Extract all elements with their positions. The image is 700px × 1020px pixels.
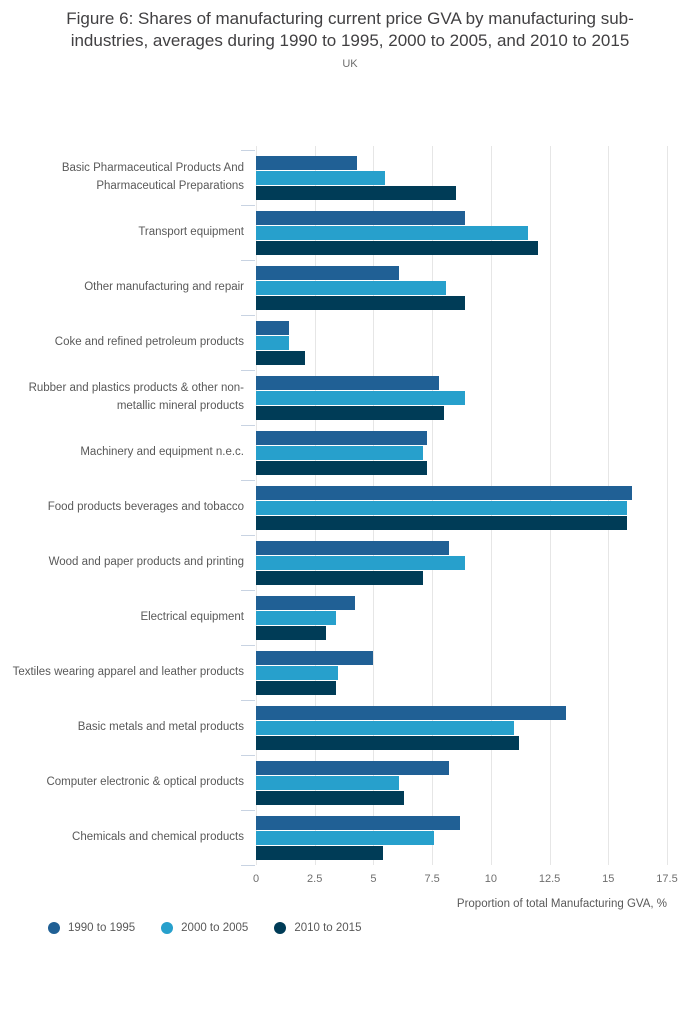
y-tick (241, 480, 255, 481)
bar-1990-to-1995[interactable] (256, 431, 427, 445)
legend-marker-icon (161, 922, 173, 934)
category-label-text: Basic Pharmaceutical Products And Pharmaceutical Preparations (61, 162, 244, 192)
bar-1990-to-1995[interactable] (256, 651, 373, 665)
bar-2010-to-2015[interactable] (256, 406, 444, 420)
category-label-text: Wood and paper products and printing (48, 555, 244, 568)
legend (48, 922, 361, 934)
bar-2010-to-2015[interactable] (256, 626, 326, 640)
figure-title: Figure 6: Shares of manufacturing current price GVA by manufacturing sub-industries, averages during 1990 to 1995, 2000 to 2005, and 2010 to 2015 (66, 9, 634, 51)
y-tick (241, 205, 255, 206)
category-row (256, 150, 667, 205)
y-tick (241, 315, 255, 316)
category-label (8, 755, 250, 810)
category-label (8, 810, 250, 865)
y-tick (241, 645, 255, 646)
bar-2010-to-2015[interactable] (256, 571, 423, 585)
category-label-text: Computer electronic & optical products (46, 775, 244, 788)
bar-2010-to-2015[interactable] (256, 241, 538, 255)
category-row (256, 260, 667, 315)
x-tick-label: 7.5 (424, 873, 440, 885)
y-ticks (241, 150, 256, 865)
bar-1990-to-1995[interactable] (256, 761, 449, 775)
plot-area (252, 150, 678, 910)
x-tick-label: 10 (484, 873, 497, 885)
y-tick (241, 700, 255, 701)
legend-label: 2000 to 2005 (181, 922, 249, 934)
category-label (8, 700, 250, 755)
category-row (256, 590, 667, 645)
category-label-text: Chemicals and chemical products (72, 830, 244, 843)
category-label-text: Machinery and equipment n.e.c. (80, 445, 244, 458)
category-label (8, 535, 250, 590)
category-label (8, 260, 250, 315)
category-label (8, 590, 250, 645)
bar-2000-to-2005[interactable] (256, 336, 289, 350)
bar-2000-to-2005[interactable] (256, 666, 338, 680)
x-tick-label: 15 (602, 873, 615, 885)
bar-2000-to-2005[interactable] (256, 391, 465, 405)
x-tick-label: 17.5 (656, 873, 678, 885)
bar-2000-to-2005[interactable] (256, 611, 336, 625)
bar-2000-to-2005[interactable] (256, 721, 514, 735)
bar-2000-to-2005[interactable] (256, 281, 446, 295)
category-label-text: Basic metals and metal products (77, 720, 244, 733)
bar-2010-to-2015[interactable] (256, 736, 519, 750)
category-row (256, 370, 667, 425)
bar-1990-to-1995[interactable] (256, 321, 289, 335)
category-label-text: Food products beverages and tobacco (47, 500, 244, 513)
x-tick-label: 12.5 (538, 873, 561, 885)
y-tick (241, 590, 255, 591)
y-tick (241, 425, 255, 426)
category-label-text: Textiles wearing apparel and leather products (12, 665, 244, 678)
y-tick (241, 150, 255, 151)
bar-1990-to-1995[interactable] (256, 486, 632, 500)
legend-item[interactable] (161, 922, 248, 934)
category-row (256, 480, 667, 535)
y-tick (241, 260, 255, 261)
category-labels (8, 150, 250, 865)
y-tick (241, 370, 255, 371)
legend-label: 2010 to 2015 (294, 922, 362, 934)
bar-2000-to-2005[interactable] (256, 501, 627, 515)
category-row (256, 205, 667, 260)
bar-2010-to-2015[interactable] (256, 351, 305, 365)
bar-1990-to-1995[interactable] (256, 376, 439, 390)
bar-2010-to-2015[interactable] (256, 461, 427, 475)
bar-1990-to-1995[interactable] (256, 266, 399, 280)
category-label (8, 315, 250, 370)
category-label (8, 205, 250, 260)
category-row (256, 810, 667, 865)
category-label (8, 150, 250, 205)
bar-2000-to-2005[interactable] (256, 776, 399, 790)
category-row (256, 645, 667, 700)
category-label-text: Electrical equipment (140, 610, 244, 623)
category-row (256, 700, 667, 755)
bar-2010-to-2015[interactable] (256, 846, 383, 860)
legend-item[interactable] (274, 922, 361, 934)
category-label-text: Other manufacturing and repair (84, 280, 244, 293)
gridline (667, 146, 668, 865)
x-axis-title: Proportion of total Manufacturing GVA, % (456, 898, 667, 910)
bar-2000-to-2005[interactable] (256, 226, 528, 240)
category-row (256, 315, 667, 370)
legend-item[interactable] (48, 922, 135, 934)
legend-marker-icon (274, 922, 286, 934)
category-label-text: Transport equipment (138, 225, 244, 238)
bar-1990-to-1995[interactable] (256, 596, 355, 610)
bar-2010-to-2015[interactable] (256, 681, 336, 695)
category-row (256, 755, 667, 810)
x-tick-label: 5 (370, 873, 377, 885)
category-row (256, 535, 667, 590)
x-tick-label: 2.5 (307, 873, 323, 885)
bar-2000-to-2005[interactable] (256, 446, 423, 460)
bar-1990-to-1995[interactable] (256, 211, 465, 225)
category-label (8, 645, 250, 700)
category-label-text: Rubber and plastics products & other non-metallic mineral products (28, 382, 244, 412)
y-tick (241, 535, 255, 536)
bar-1990-to-1995[interactable] (256, 816, 460, 830)
category-label (8, 480, 250, 535)
y-tick (241, 865, 255, 866)
bar-2010-to-2015[interactable] (256, 186, 456, 200)
legend-marker-icon (48, 922, 60, 934)
bar-2010-to-2015[interactable] (256, 516, 627, 530)
category-row (256, 425, 667, 480)
bar-2010-to-2015[interactable] (256, 296, 465, 310)
bar-rows (256, 150, 667, 865)
y-tick (241, 810, 255, 811)
bar-1990-to-1995[interactable] (256, 541, 449, 555)
x-tick-label: 0 (252, 873, 260, 885)
bar-1990-to-1995[interactable] (256, 706, 566, 720)
y-tick (241, 755, 255, 756)
bar-2000-to-2005[interactable] (256, 831, 434, 845)
bar-2010-to-2015[interactable] (256, 791, 404, 805)
category-label-text: Coke and refined petroleum products (54, 335, 244, 348)
figure-subtitle: UK (342, 58, 358, 70)
legend-label: 1990 to 1995 (68, 922, 136, 934)
category-label (8, 370, 250, 425)
bar-2000-to-2005[interactable] (256, 171, 385, 185)
bar-2000-to-2005[interactable] (256, 556, 465, 570)
bar-1990-to-1995[interactable] (256, 156, 357, 170)
category-label (8, 425, 250, 480)
